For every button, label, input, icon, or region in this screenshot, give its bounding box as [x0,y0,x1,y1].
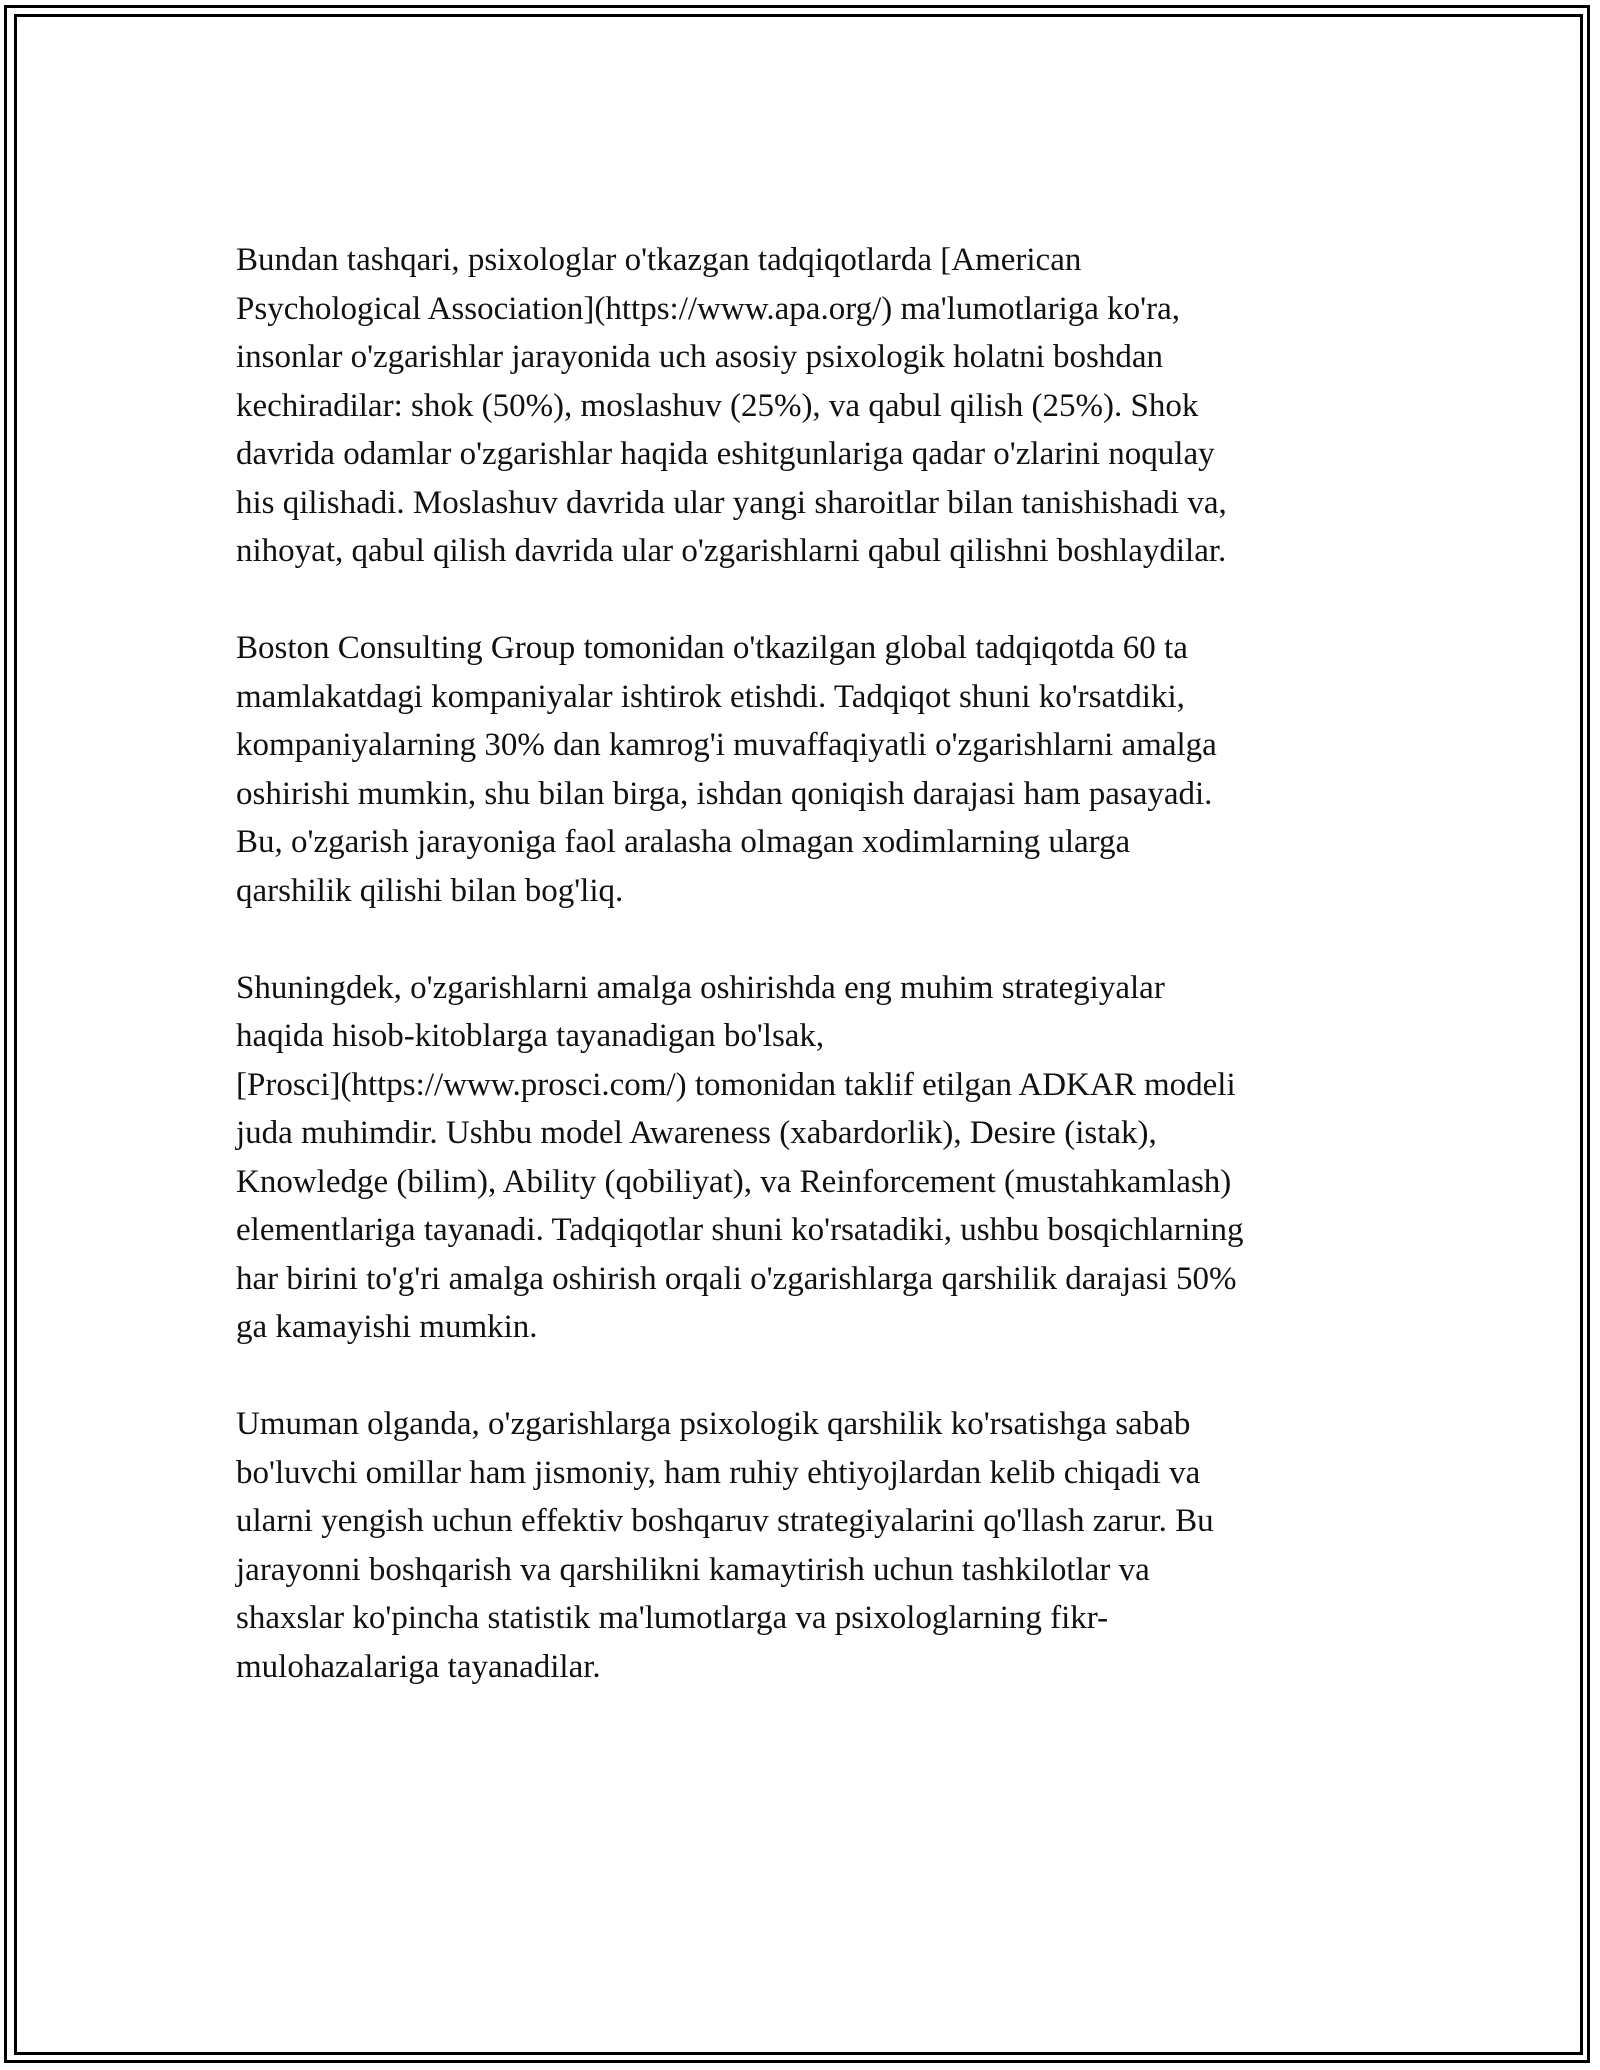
text-line: oshirishi mumkin, shu bilan birga, ishdan qoniqish darajasi ham pasayadi. [236,775,1213,812]
paragraph-psychological-states [236,236,1396,576]
text-line: davrida odamlar o'zgarishlar haqida eshitgunlariga qadar o'zlarini noqulay [236,436,1215,472]
text-line: jarayonni boshqarish va qarshilikni kamaytirish uchun tashkilotlar va [236,1551,1150,1588]
text-line: Umuman olganda, o'zgarishlarga psixologik qarshilik ko'rsatishga sabab [236,1406,1191,1442]
text-line: Shuningdek, o'zgarishlarni amalga oshirishda eng muhim strategiyalar [236,969,1165,1006]
text-line: har birini to'g'ri amalga oshirish orqali o'zgarishlarga qarshilik darajasi 50% [236,1260,1237,1297]
text-line: nihoyat, qabul qilish davrida ular o'zgarishlarni qabul qilishni boshlaydilar. [236,533,1227,569]
text-line: qarshilik qilishi bilan bog'liq. [236,872,624,909]
document-body [236,236,1396,1740]
text-line: Knowledge (bilim), Ability (qobiliyat), va Reinforcement (mustahkamlash) [236,1163,1232,1200]
text-line: elementlariga tayanadi. Tadqiqotlar shuni ko'rsatadiki, ushbu bosqichlarning [236,1212,1244,1248]
text-line: Psychological Association](https://www.apa.org/) ma'lumotlariga ko'ra, [236,290,1180,327]
paragraph-conclusion [236,1400,1396,1691]
text-line: ularni yengish uchun effektiv boshqaruv strategiyalarini qo'llash zarur. Bu [236,1503,1214,1539]
text-line: mulohazalariga tayanadilar. [236,1648,601,1685]
text-line: ga kamayishi mumkin. [236,1309,538,1345]
text-line: [Prosci](https://www.prosci.com/) tomonidan taklif etilgan ADKAR modeli [236,1066,1236,1103]
text-line: shaxslar ko'pincha statistik ma'lumotlarga va psixologlarning fikr- [236,1600,1109,1636]
text-line: his qilishadi. Moslashuv davrida ular yangi sharoitlar bilan tanishishadi va, [236,484,1227,521]
text-line: kompaniyalarning 30% dan kamrog'i muvaffaqiyatli o'zgarishlarni amalga [236,727,1217,763]
paragraph-bcg-study [236,624,1396,915]
text-line: Boston Consulting Group tomonidan o'tkazilgan global tadqiqotda 60 ta [236,630,1188,666]
text-line: insonlar o'zgarishlar jarayonida uch asosiy psixologik holatni boshdan [236,339,1164,375]
text-line: bo'luvchi omillar ham jismoniy, ham ruhiy ehtiyojlardan kelib chiqadi va [236,1454,1201,1491]
text-line: haqida hisob-kitoblarga tayanadigan bo'lsak, [236,1018,825,1054]
text-line: kechiradilar: shok (50%), moslashuv (25%), va qabul qilish (25%). Shok [236,387,1199,424]
text-line: juda muhimdir. Ushbu model Awareness (xabardorlik), Desire (istak), [236,1115,1157,1151]
text-line: Bundan tashqari, psixologlar o'tkazgan tadqiqotlarda [American [236,242,1082,278]
text-line: Bu, o'zgarish jarayoniga faol aralasha olmagan xodimlarning ularga [236,824,1131,860]
paragraph-adkar-model [236,964,1396,1352]
text-line: mamlakatdagi kompaniyalar ishtirok etishdi. Tadqiqot shuni ko'rsatdiki, [236,678,1185,715]
